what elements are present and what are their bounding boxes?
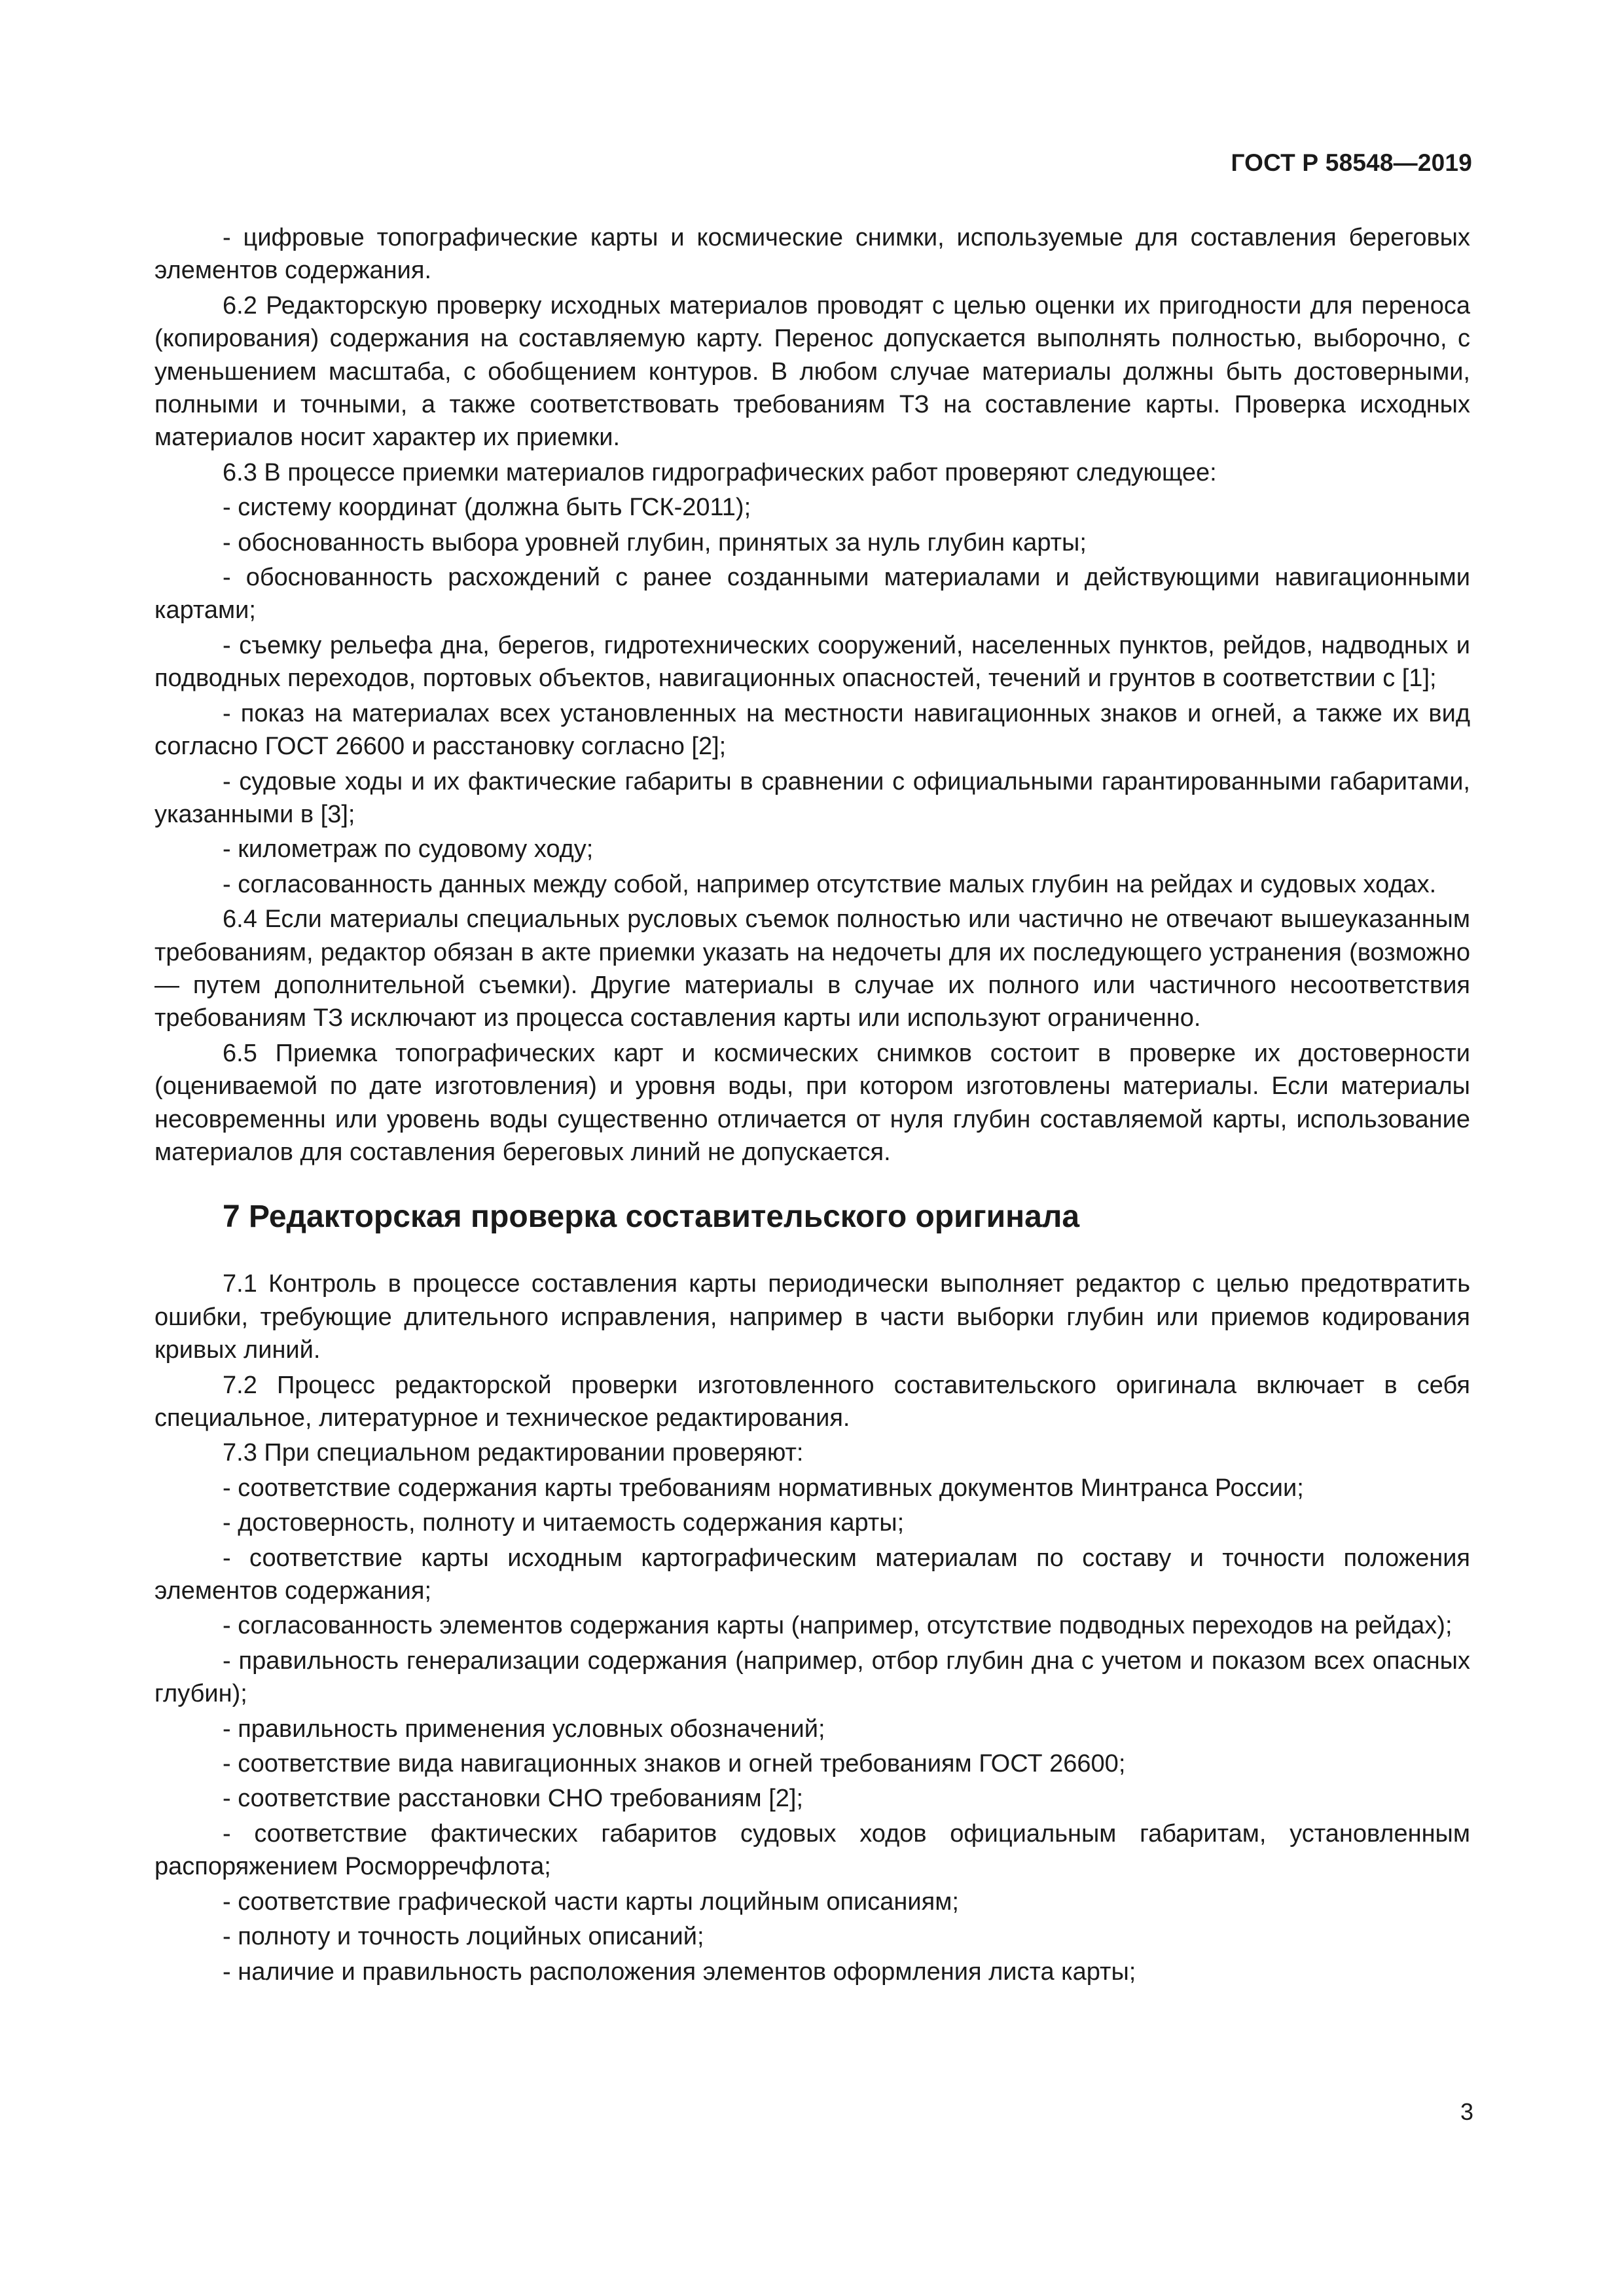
- list-item: - систему координат (должна быть ГСК-2011);: [223, 494, 751, 522]
- list-item: - соответствие вида навигационных знаков и огней требованиям ГОСТ 26600;: [223, 1750, 1126, 1778]
- paragraph: 6.2 Редакторскую проверку исходных материалов проводят с целью оценки их пригодности для переноса (копирования) содержания на составляемую карту. Перенос допускается выполнять полностью, выборочно, с уменьшением масштаба, с обобщением контуров. В любом случае материалы должны быть достоверными, полными и точными, а также соответствовать требованиям ТЗ на составление карты. Проверка исходных материалов носит характер их приемки.: [154, 291, 1470, 452]
- paragraph: 7.1 Контроль в процессе составления карты периодически выполняет редактор с целью предотвратить ошибки, требующие длительного исправления, например в части выборки глубин или приемов кодирования кривых линий.: [154, 1270, 1470, 1364]
- list-item: - обоснованность выбора уровней глубин, принятых за нуль глубин карты;: [223, 528, 1087, 556]
- list-item: - соответствие содержания карты требованиям нормативных документов Минтранса России;: [223, 1474, 1304, 1502]
- list-item: - соответствие расстановки СНО требованиям [2];: [223, 1785, 804, 1813]
- list-item: - съемку рельефа дна, берегов, гидротехнических сооружений, населенных пунктов, рейдов, надводных и подводных переходов, портовых объектов, навигационных опасностей, течений и грунтов в соответствии с [1];: [154, 631, 1470, 693]
- paragraph: 6.3 В процессе приемки материалов гидрографических работ проверяют следующее:: [223, 458, 1217, 486]
- document-body: [154, 221, 1470, 1990]
- section-title: 7 Редакторская проверка составительского оригинала: [223, 1199, 1080, 1235]
- list-item: - правильность применения условных обозначений;: [223, 1715, 825, 1743]
- paragraph: 6.5 Приемка топографических карт и космических снимков состоит в проверке их достоверности (оцениваемой по дате изготовления) и уровня воды, при котором изготовлены материалы. Если материалы несовременны или уровень воды существенно отличается от нуля глубин составляемой карты, использование материалов для составления береговых линий не допускается.: [154, 1039, 1470, 1166]
- paragraph: 6.4 Если материалы специальных русловых съемок полностью или частично не отвечают вышеуказанным требованиям, редактор обязан в акте приемки указать на недочеты для их последующего устранения (возможно — путем дополнительной съемки). Другие материалы в случае их полного или частичного несоответствия требованиям ТЗ исключают из процесса составления карты или используют ограниченно.: [154, 905, 1470, 1032]
- list-item: - соответствие фактических габаритов судовых ходов официальным габаритам, установленным распоряжением Росморречфлота;: [154, 1819, 1470, 1881]
- page-number: 3: [1460, 2098, 1473, 2125]
- paragraph: 7.2 Процесс редакторской проверки изготовленного составительского оригинала включает в себя специальное, литературное и техническое редактирования.: [154, 1371, 1470, 1432]
- list-item: - согласованность данных между собой, например отсутствие малых глубин на рейдах и судовых ходах.: [223, 870, 1437, 898]
- paragraph: 7.3 При специальном редактировании проверяют:: [223, 1439, 804, 1467]
- document-code-header: ГОСТ Р 58548—2019: [1231, 149, 1472, 176]
- list-item: - судовые ходы и их фактические габариты в сравнении с официальными гарантированными габаритами, указанными в [3];: [154, 767, 1470, 828]
- list-item: - согласованность элементов содержания карты (например, отсутствие подводных переходов на рейдах);: [223, 1612, 1453, 1640]
- list-item: - достоверность, полноту и читаемость содержания карты;: [223, 1509, 905, 1537]
- list-item: - обоснованность расхождений с ранее созданными материалами и действующими навигационными картами;: [154, 564, 1470, 625]
- paragraph: - цифровые топографические карты и космические снимки, используемые для составления береговых элементов содержания.: [154, 224, 1470, 285]
- list-item: - правильность генерализации содержания (например, отбор глубин дна с учетом и показом всех опасных глубин);: [154, 1647, 1470, 1708]
- list-item: - соответствие карты исходным картографическим материалам по составу и точности положения элементов содержания;: [154, 1544, 1470, 1605]
- list-item: - показ на материалах всех установленных на местности навигационных знаков и огней, а также их вид согласно ГОСТ 26600 и расстановку согласно [2];: [154, 699, 1470, 761]
- list-item: - наличие и правильность расположения элементов оформления листа карты;: [223, 1958, 1136, 1986]
- list-item: - километраж по судовому ходу;: [223, 835, 594, 864]
- list-item: - соответствие графической части карты лоцийным описаниям;: [223, 1887, 959, 1916]
- list-item: - полноту и точность лоцийных описаний;: [223, 1923, 704, 1951]
